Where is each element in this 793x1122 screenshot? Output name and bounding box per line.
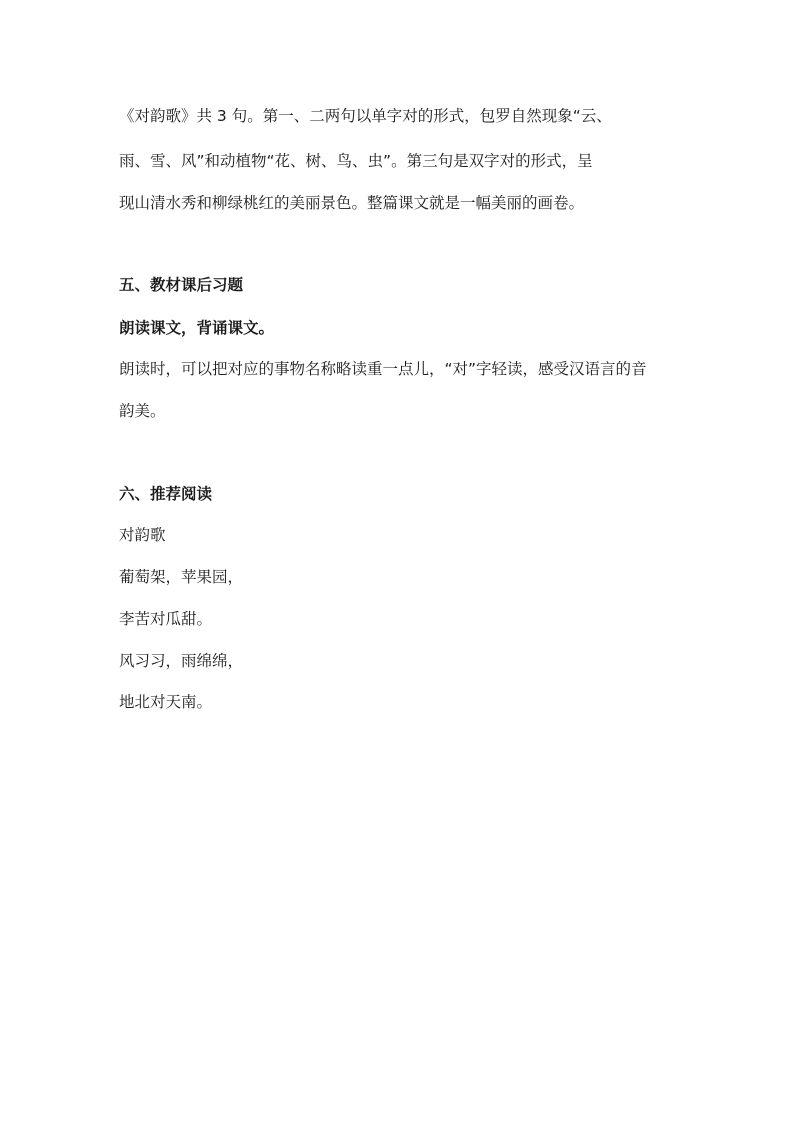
poem-line-3: 风习习，雨绵绵， bbox=[119, 652, 244, 670]
summary-line-3: 现山清水秀和柳绿桃红的美丽景色。整篇课文就是一幅美丽的画卷。 bbox=[119, 194, 585, 212]
poem-line-2: 李苦对瓜甜。 bbox=[119, 610, 213, 628]
section5-answer-line-2: 韵美。 bbox=[119, 402, 166, 420]
section6-heading: 六、推荐阅读 bbox=[119, 485, 213, 503]
section5-heading: 五、教材课后习题 bbox=[119, 276, 244, 294]
section5-question: 朗读课文，背诵课文。 bbox=[119, 319, 275, 337]
poem-line-1: 葡萄架，苹果园， bbox=[119, 568, 244, 586]
summary-line-2: 雨、雪、风”和动植物“花、树、鸟、虫”。第三句是双字对的形式，呈 bbox=[119, 152, 593, 170]
poem-title: 对韵歌 bbox=[119, 526, 166, 544]
summary-line-1: 《对韵歌》共 3 句。第一、二两句以单字对的形式，包罗自然现象“云、 bbox=[119, 107, 612, 125]
section5-answer-line-1: 朗读时，可以把对应的事物名称略读重一点儿，“对”字轻读，感受汉语言的音 bbox=[119, 360, 647, 378]
poem-line-4: 地北对天南。 bbox=[119, 693, 213, 711]
